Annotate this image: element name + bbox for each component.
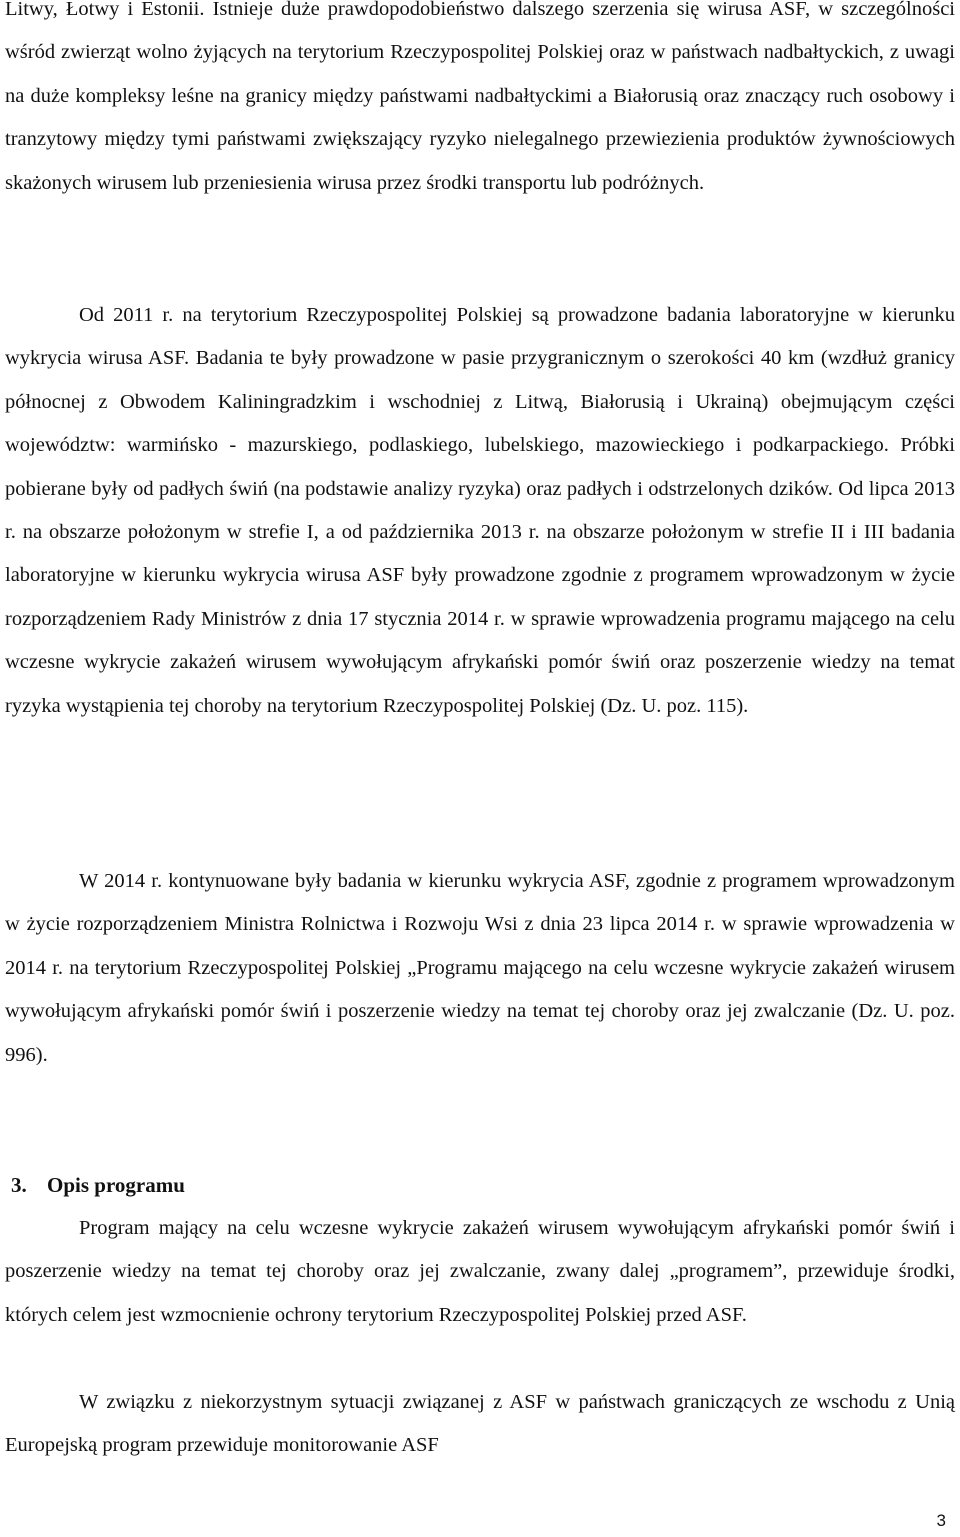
paragraph-asf-monitoring: W związku z niekorzystnym sytuacji związanej z ASF w państwach graniczących ze wschodu z Unią Europejską program przewiduje monitorowanie ASF <box>5 1391 955 1457</box>
section-number: 3. <box>11 1173 27 1197</box>
paragraph-asf-spread-risk: Litwy, Łotwy i Estonii. Istnieje duże prawdopodobieństwo dalszego szerzenia się wirusa ASF, w szczególności wśród zwierząt wolno żyjących na terytorium Rzeczypospolitej Polskiej oraz w państwach nadbałtyckich, z uwagi na duże kompleksy leśne na granicy między państwami nadbałtyckimi a Białorusią oraz znaczący ruch osobowy i tranzytowy między tymi państwami zwiększający ryzyko nielegalnego przewiezienia produktów żywnościowych skażonych wirusem lub przeniesienia wirusa przez środki transportu lub podróżnych. <box>5 0 955 194</box>
page-number: 3 <box>936 1511 946 1530</box>
paragraph-testing-in-2014: W 2014 r. kontynuowane były badania w kierunku wykrycia ASF, zgodnie z programem wprowadzonym w życie rozporządzeniem Ministra Rolnictwa i Rozwoju Wsi z dnia 23 lipca 2014 r. w sprawie wprowadzenia w 2014 r. na terytorium Rzeczypospolitej Polskiej „Programu mającego na celu wczesne wykrycie zakażeń wirusem wywołującym afrykański pomór świń i poszerzenie wiedzy na temat tej choroby oraz jej zwalczanie (Dz. U. poz. 996). <box>5 870 955 1066</box>
paragraph-laboratory-testing-since-2011: Od 2011 r. na terytorium Rzeczypospolitej Polskiej są prowadzone badania laboratoryjne w kierunku wykrycia wirusa ASF. Badania te były prowadzone w pasie przygranicznym o szerokości 40 km (wzdłuż granicy północnej z Obwodem Kaliningradzkim i wschodniej z Litwą, Białorusią i Ukrainą) obejmującym części województw: warmińsko - mazurskiego, podlaskiego, lubelskiego, mazowieckiego i podkarpackiego. Próbki pobierane były od padłych świń (na podstawie analizy ryzyka) oraz padłych i odstrzelonych dzików. Od lipca 2013 r. na obszarze położonym w strefie I, a od października 2013 r. na obszarze położonym w strefie II i III badania laboratoryjne w kierunku wykrycia wirusa ASF były prowadzone zgodnie z programem wprowadzonym w życie rozporządzeniem Rady Ministrów z dnia 17 stycznia 2014 r. w sprawie wprowadzenia programu mającego na celu wczesne wykrycie zakażeń wirusem wywołującym afrykański pomór świń oraz poszerzenie wiedzy na temat ryzyka wystąpienia tej choroby na terytorium Rzeczypospolitej Polskiej (Dz. U. poz. 115). <box>5 304 955 717</box>
paragraph-program-description: Program mający na celu wczesne wykrycie zakażeń wirusem wywołującym afrykański pomór świń i poszerzenie wiedzy na temat tej choroby oraz jej zwalczanie, zwany dalej „programem”, przewiduje środki, których celem jest wzmocnienie ochrony terytorium Rzeczypospolitej Polskiej przed ASF. <box>5 1217 955 1326</box>
section-title: Opis programu <box>47 1173 185 1197</box>
section-heading <box>11 1164 185 1207</box>
